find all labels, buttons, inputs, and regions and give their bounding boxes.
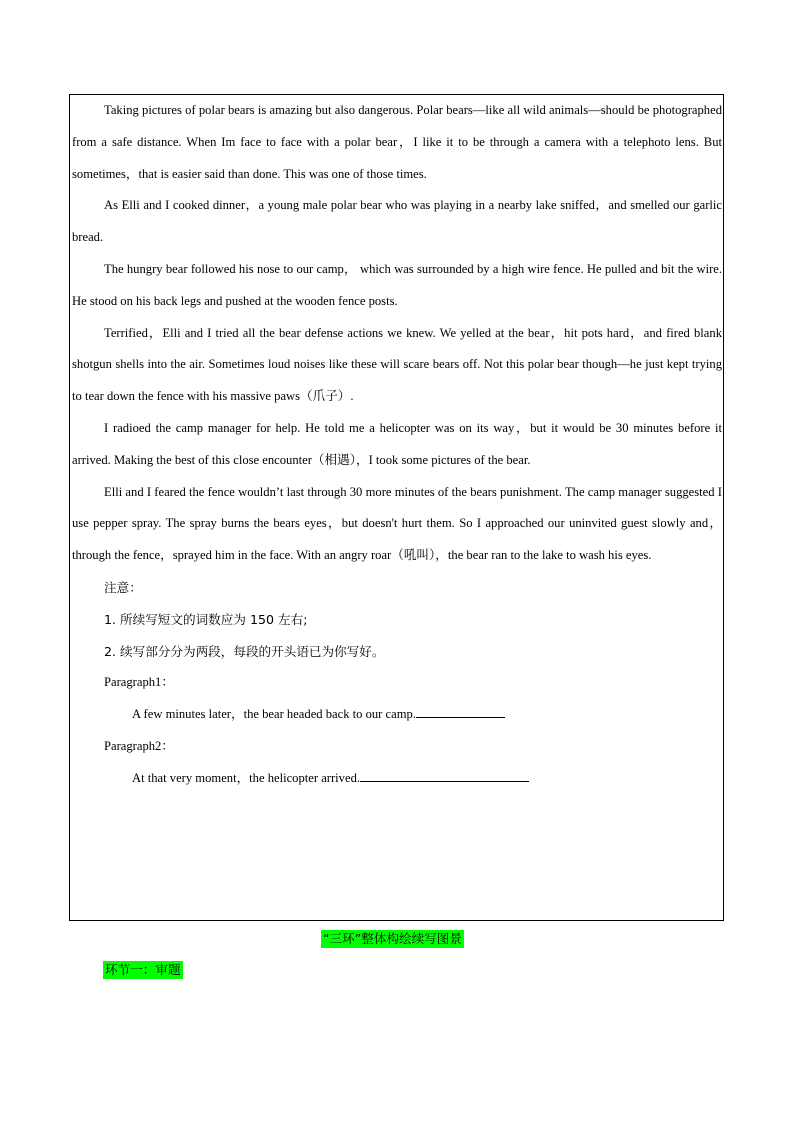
paragraph2-opening [72,763,722,795]
story-paragraph-1: Taking pictures of polar bears is amazing but also dangerous. Polar bears—like all wild animals—should be photographed from a safe distance. When Im face to face with a polar bear，I like it to be through a camera with a telephoto lens. But sometimes，that is easier said than done. This was one of those times. [72,103,722,181]
paragraph2-label: Paragraph2： [104,738,174,753]
story-paragraph-2: As Elli and I cooked dinner，a young male polar bear who was playing in a nearby lake sniffed，and smelled our garlic bread. [72,198,722,245]
story-paragraph-6: Elli and I feared the fence wouldn’t last through 30 more minutes of the bears punishment. The camp manager suggested I use pepper spray. The spray burns the bears eyes，but doesn't hurt them. So I approached our uninvited guest slowly and，through the fence，sprayed him in the face. With an angry roar（吼叫），the bear ran to the lake to wash his eyes. [72,484,722,563]
section-title-highlight: “三环”整体构绘续写图景 [323,931,462,946]
story-paragraph-4: Terrified，Elli and I tried all the bear defense actions we knew. We yelled at the bear，hit pots hard，and fired blank shotgun shells into the air. Sometimes loud noises like these will scare bears off. Not this polar bear though—he just kept trying to tear down the fence with his massive paws（爪子）. [72,325,722,404]
task-box [69,94,724,921]
story-paragraph-3: The hungry bear followed his nose to our camp， which was surrounded by a high wire fence. He pulled and bit the wire. He stood on his back legs and pushed at the wooden fence posts. [72,261,722,308]
paragraph1-opening-text: A few minutes later，the bear headed back to our camp. [132,707,416,722]
paragraph1-label: Paragraph1： [104,675,174,690]
paragraph1-blank-line [416,703,505,718]
story-paragraph-5: I radioed the camp manager for help. He told me a helicopter was on its way，but it would be 30 minutes before it arrived. Making the best of this close encounter（相遇），I took some pictures of the bear. [72,420,722,467]
paragraph2-blank-line [360,767,529,782]
note-item-2: 2. 续写部分分为两段，每段的开头语已为你写好。 [104,643,385,659]
paragraph1-opening [72,699,722,731]
notes-title: 注意： [104,579,142,595]
task-content [72,95,722,795]
note-item-1: 1. 所续写短文的词数应为 150 左右; [104,611,308,627]
step-one-highlight: 环节一：审题 [105,962,181,977]
paragraph2-opening-text: At that very moment，the helicopter arrived. [132,770,361,785]
